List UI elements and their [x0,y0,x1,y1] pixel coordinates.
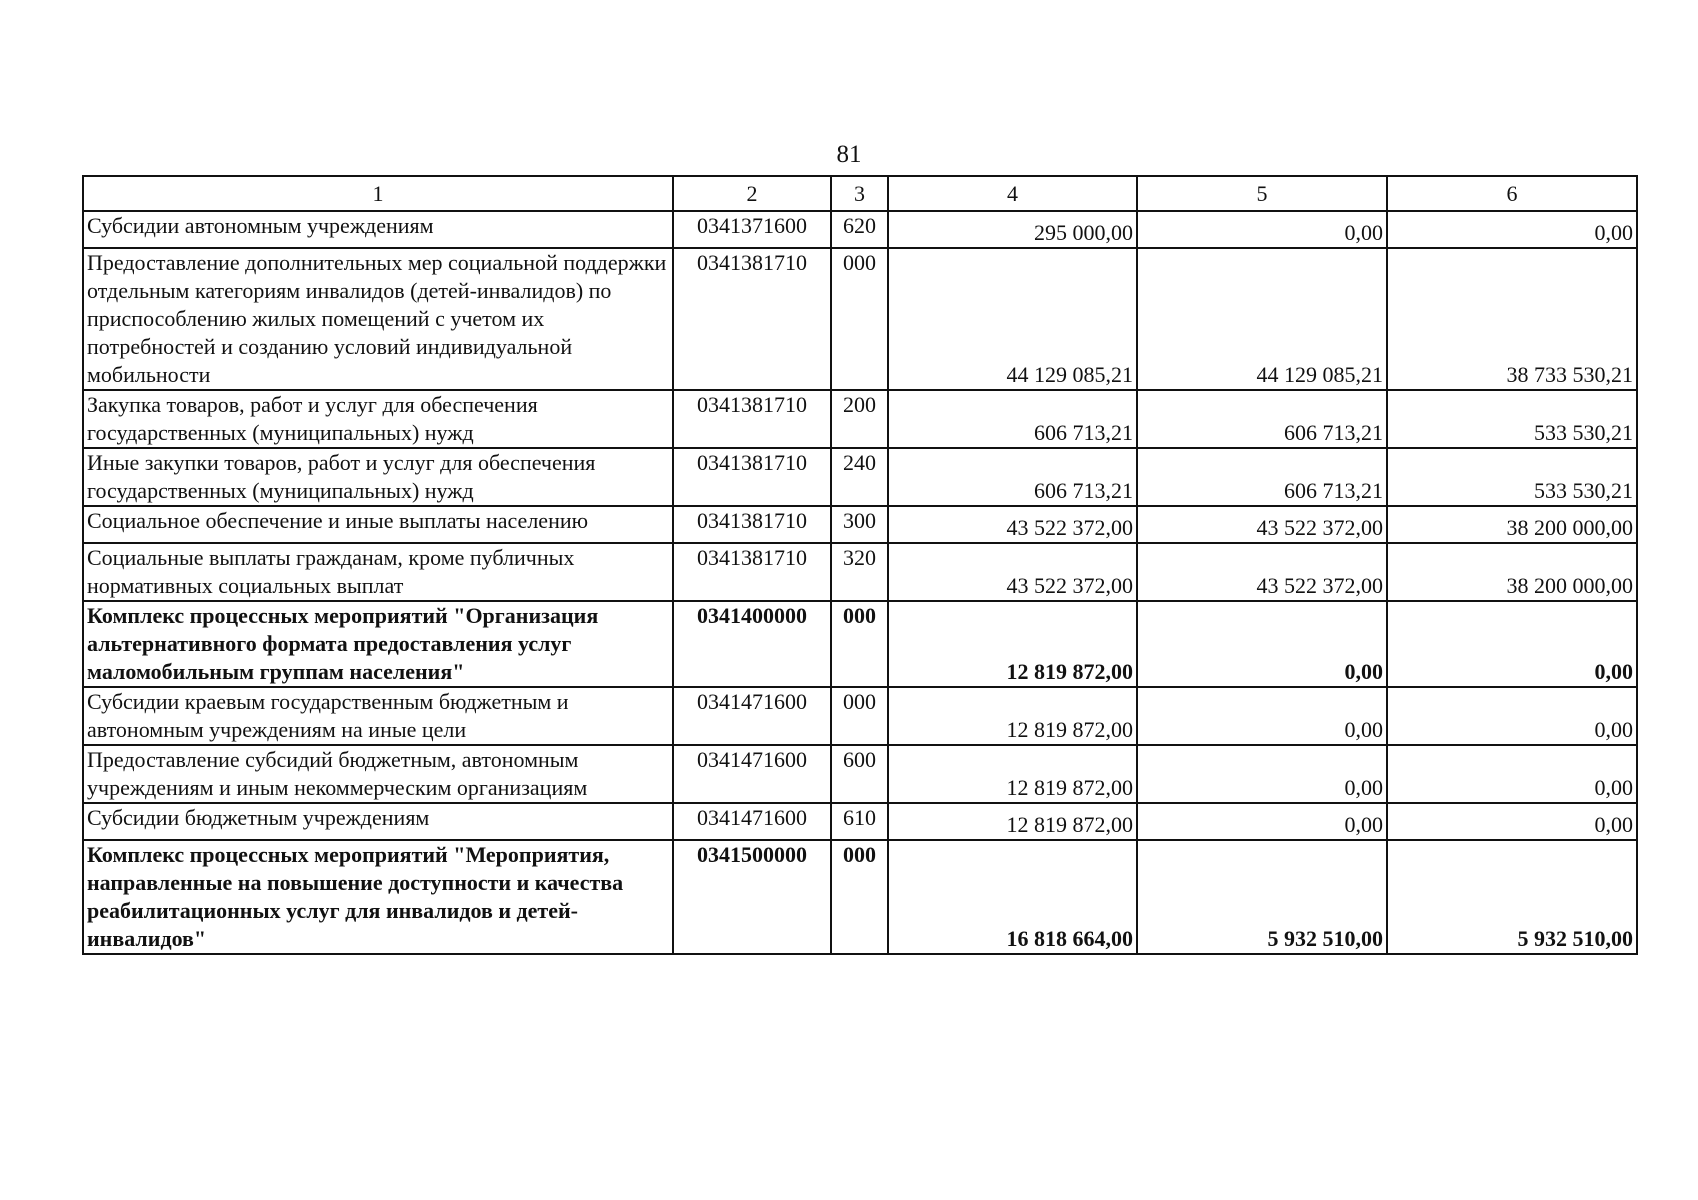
row-code: 0341500000 [673,840,831,954]
row-name: Субсидии бюджетным учреждениям [83,803,673,840]
row-amount-col5: 0,00 [1137,745,1387,803]
row-amount-col4: 12 819 872,00 [888,745,1137,803]
row-amount-col5: 0,00 [1137,211,1387,248]
row-amount-col4: 12 819 872,00 [888,803,1137,840]
row-name: Предоставление дополнительных мер социальной поддержки отдельным категориям инвалидов (детей-инвалидов) по приспособлению жилых помещений с учетом их потребностей и созданию условий индивидуальной мобильности [83,248,673,390]
row-amount-col6: 0,00 [1387,687,1637,745]
table-header-row [83,176,1637,211]
row-code: 0341471600 [673,687,831,745]
row-amount-col5: 44 129 085,21 [1137,248,1387,390]
row-amount-col4: 606 713,21 [888,390,1137,448]
row-amount-col6: 38 733 530,21 [1387,248,1637,390]
row-amount-col5: 0,00 [1137,601,1387,687]
row-amount-col6: 0,00 [1387,745,1637,803]
header-cell-3: 3 [831,176,888,211]
row-type: 320 [831,543,888,601]
row-amount-col4: 606 713,21 [888,448,1137,506]
row-amount-col4: 12 819 872,00 [888,601,1137,687]
row-amount-col4: 43 522 372,00 [888,543,1137,601]
row-amount-col5: 606 713,21 [1137,448,1387,506]
header-cell-6: 6 [1387,176,1637,211]
row-name: Комплекс процессных мероприятий "Мероприятия, направленные на повышение доступности и качества реабилитационных услуг для инвалидов и детей-инвалидов" [83,840,673,954]
table-row [83,448,1637,506]
row-amount-col5: 606 713,21 [1137,390,1387,448]
row-name: Социальные выплаты гражданам, кроме публичных нормативных социальных выплат [83,543,673,601]
row-name: Закупка товаров, работ и услуг для обеспечения государственных (муниципальных) нужд [83,390,673,448]
row-amount-col5: 0,00 [1137,803,1387,840]
row-amount-col6: 38 200 000,00 [1387,506,1637,543]
row-amount-col5: 43 522 372,00 [1137,506,1387,543]
header-cell-1: 1 [83,176,673,211]
table-row-section [83,601,1637,687]
row-name: Комплекс процессных мероприятий "Организация альтернативного формата предоставления услуг маломобильным группам населения" [83,601,673,687]
row-amount-col6: 533 530,21 [1387,390,1637,448]
row-code: 0341371600 [673,211,831,248]
row-code: 0341400000 [673,601,831,687]
row-code: 0341381710 [673,543,831,601]
table-row-section [83,840,1637,954]
row-amount-col6: 0,00 [1387,211,1637,248]
row-type: 000 [831,601,888,687]
row-type: 300 [831,506,888,543]
row-name: Предоставление субсидий бюджетным, автономным учреждениям и иным некоммерческим организациям [83,745,673,803]
row-amount-col6: 0,00 [1387,803,1637,840]
row-type: 200 [831,390,888,448]
row-amount-col4: 43 522 372,00 [888,506,1137,543]
row-amount-col5: 5 932 510,00 [1137,840,1387,954]
row-code: 0341381710 [673,248,831,390]
row-type: 000 [831,840,888,954]
row-type: 000 [831,248,888,390]
row-amount-col4: 16 818 664,00 [888,840,1137,954]
row-amount-col4: 295 000,00 [888,211,1137,248]
row-code: 0341381710 [673,506,831,543]
table-row [83,803,1637,840]
row-code: 0341471600 [673,745,831,803]
header-cell-5: 5 [1137,176,1387,211]
table-row [83,390,1637,448]
row-amount-col5: 0,00 [1137,687,1387,745]
table-row [83,211,1637,248]
row-code: 0341471600 [673,803,831,840]
row-type: 600 [831,745,888,803]
row-amount-col6: 0,00 [1387,601,1637,687]
table-row [83,248,1637,390]
row-name: Субсидии автономным учреждениям [83,211,673,248]
budget-table [82,175,1638,955]
table-row [83,687,1637,745]
row-code: 0341381710 [673,448,831,506]
table-row [83,506,1637,543]
header-cell-2: 2 [673,176,831,211]
row-code: 0341381710 [673,390,831,448]
header-cell-4: 4 [888,176,1137,211]
table-row [83,745,1637,803]
row-name: Субсидии краевым государственным бюджетным и автономным учреждениям на иные цели [83,687,673,745]
row-amount-col6: 38 200 000,00 [1387,543,1637,601]
row-name: Иные закупки товаров, работ и услуг для обеспечения государственных (муниципальных) нужд [83,448,673,506]
row-type: 610 [831,803,888,840]
row-amount-col6: 5 932 510,00 [1387,840,1637,954]
row-amount-col5: 43 522 372,00 [1137,543,1387,601]
row-type: 620 [831,211,888,248]
row-type: 000 [831,687,888,745]
row-amount-col4: 44 129 085,21 [888,248,1137,390]
row-type: 240 [831,448,888,506]
table-row [83,543,1637,601]
row-name: Социальное обеспечение и иные выплаты населению [83,506,673,543]
row-amount-col6: 533 530,21 [1387,448,1637,506]
page-number: 81 [836,141,862,168]
row-amount-col4: 12 819 872,00 [888,687,1137,745]
